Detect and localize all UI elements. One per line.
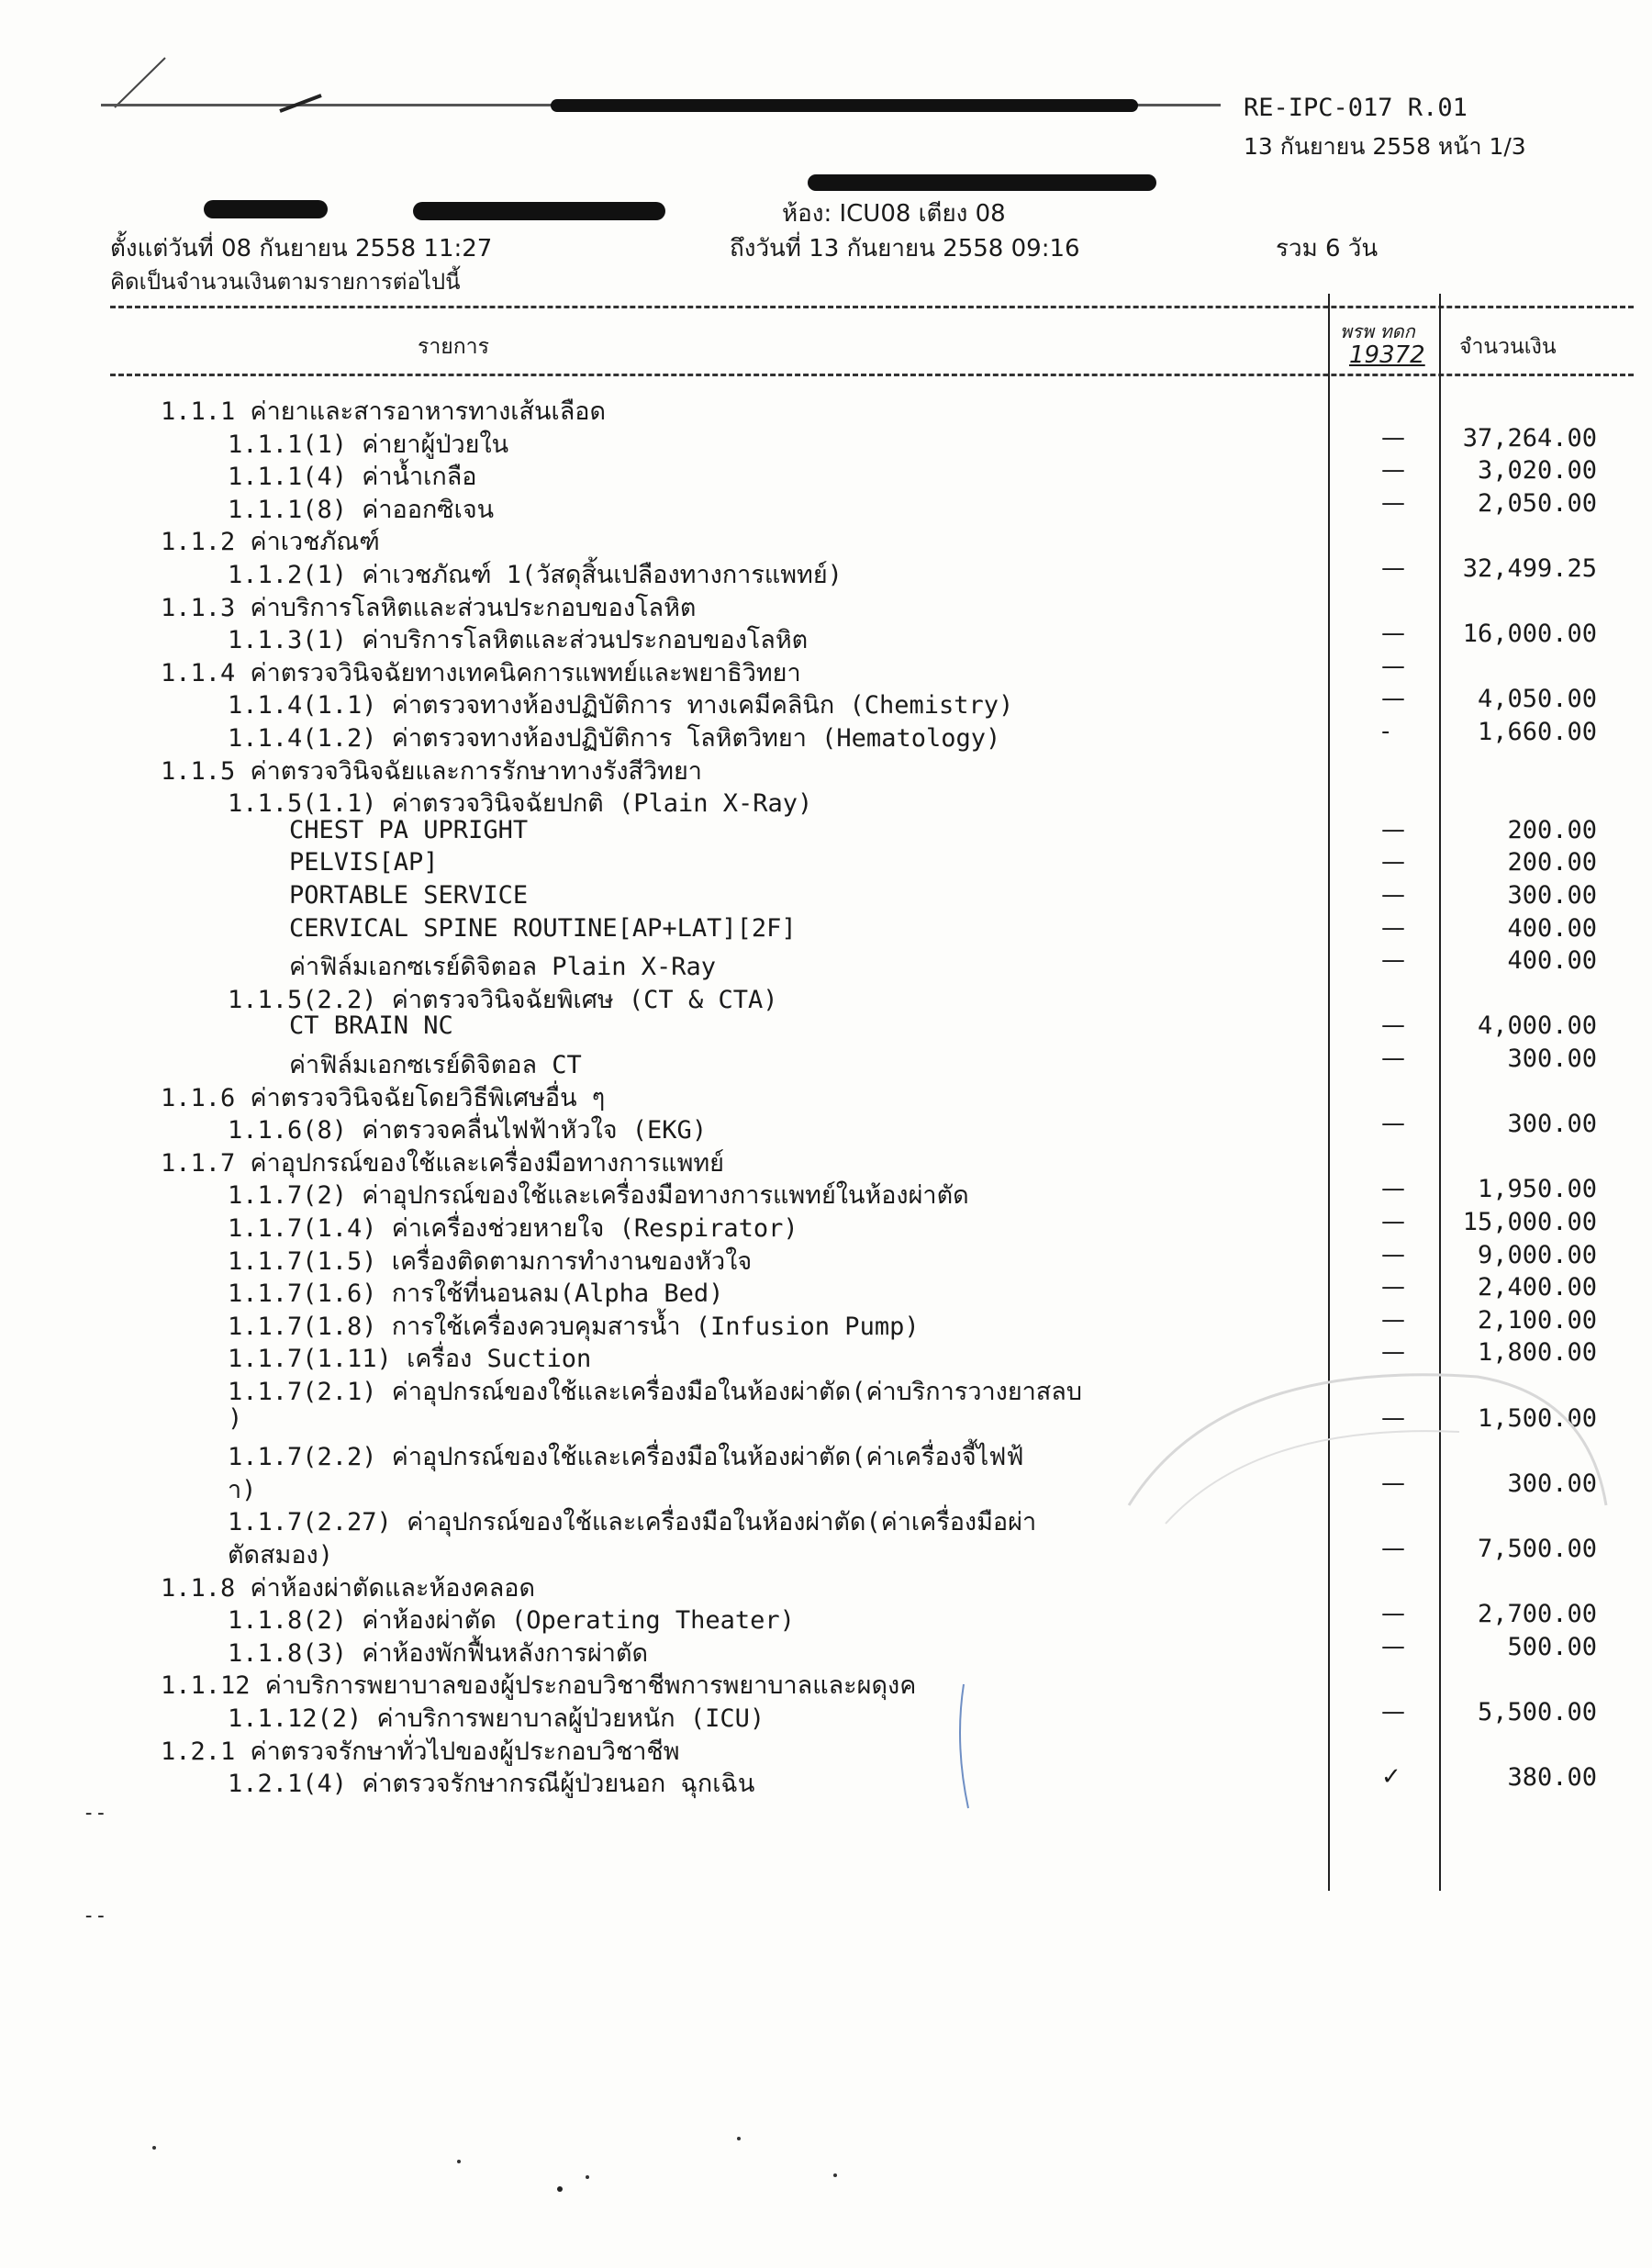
list-item: [0, 1240, 1652, 1276]
list-item: [0, 456, 1652, 492]
item-description: ตัดสมอง): [228, 1541, 334, 1570]
list-item: [0, 1731, 1652, 1766]
check-mark: -: [1381, 718, 1390, 745]
table-header-rule: [110, 374, 1634, 376]
check-mark: —: [1381, 456, 1405, 485]
item-amount: 4,050.00: [1477, 685, 1597, 714]
item-amount: 500.00: [1507, 1632, 1597, 1661]
scan-specks: [0, 2111, 1652, 2221]
item-description: 1.1.5 ค่าตรวจวินิจฉัยและการรักษาทางรังสีวิทยา: [161, 756, 702, 786]
item-amount: 200.00: [1507, 815, 1597, 844]
redacted-hospital-name: [551, 99, 1138, 112]
list-item: [0, 1698, 1652, 1733]
list-item: [0, 620, 1652, 655]
list-item: [0, 587, 1652, 622]
item-description: 1.1.3 ค่าบริการโลหิตและส่วนประกอบของโลหิต: [161, 593, 697, 622]
item-description: 1.1.7(1.11) เครื่อง Suction: [228, 1345, 592, 1374]
check-mark: —: [1381, 1632, 1405, 1660]
check-mark: —: [1381, 913, 1405, 942]
item-description: 1.1.8(2) ค่าห้องผ่าตัด (Operating Theater): [228, 1606, 795, 1636]
check-mark: —: [1381, 685, 1405, 713]
item-description: 1.1.5(2.2) ค่าตรวจวินิจฉัยพิเศษ (CT & CTA): [228, 985, 778, 1014]
date-to: ถึงวันที่ 13 กันยายน 2558 09:16: [730, 235, 1080, 263]
item-description: 1.1.8 ค่าห้องผ่าตัดและห้องคลอด: [161, 1573, 536, 1603]
item-amount: 15,000.00: [1462, 1208, 1597, 1236]
item-amount: 37,264.00: [1462, 423, 1597, 452]
check-mark: —: [1381, 620, 1405, 648]
item-description: 1.1.8(3) ค่าห้องพักฟื้นหลังการผ่าตัด: [228, 1638, 649, 1668]
item-description: 1.1.3(1) ค่าบริการโลหิตและส่วนประกอบของโลหิต: [228, 626, 809, 655]
margin-mark: --: [83, 1905, 107, 1927]
list-item: [0, 816, 1652, 847]
item-description: PORTABLE SERVICE: [289, 881, 529, 910]
list-item: [0, 521, 1652, 557]
date-from: ตั้งแต่วันที่ 08 กันยายน 2558 11:27: [110, 235, 493, 263]
item-amount: 400.00: [1507, 913, 1597, 943]
list-item: [0, 685, 1652, 721]
item-description: 1.1.7 ค่าอุปกรณ์ของใช้และเครื่องมือทางการแพทย์: [161, 1148, 724, 1178]
item-description: 1.1.4(1.2) ค่าตรวจทางห้องปฏิบัติการ โลหิตวิทยา (Hematology): [228, 724, 1001, 753]
item-description: 1.1.1 ค่ายาและสารอาหารทางเส้นเลือด: [161, 397, 606, 426]
list-item: [0, 881, 1652, 912]
list-item: [0, 1110, 1652, 1145]
list-item: [0, 946, 1652, 982]
item-amount: 300.00: [1507, 1110, 1597, 1139]
item-description: PELVIS[AP]: [289, 848, 439, 877]
item-amount: 4,000.00: [1477, 1011, 1597, 1041]
item-description: 1.1.12 ค่าบริการพยาบาลของผู้ประกอบวิชาชีพการพยาบาลและผดุงค: [161, 1671, 917, 1701]
list-item: [0, 751, 1652, 786]
check-mark: —: [1381, 1469, 1405, 1497]
check-mark: —: [1381, 1011, 1405, 1040]
faint-stamp-mark: [1111, 1322, 1624, 1615]
print-date-page: 13 กันยายน 2558 หน้า 1/3: [1244, 133, 1526, 160]
item-description: 1.1.5(1.1) ค่าตรวจวินิจฉัยปกติ (Plain X-Ray): [228, 789, 813, 819]
item-amount: 32,499.25: [1462, 554, 1597, 583]
list-item: [0, 423, 1652, 459]
item-description: 1.1.4(1.1) ค่าตรวจทางห้องปฏิบัติการ ทางเคมีคลินิก (Chemistry): [228, 691, 1014, 721]
list-item: [0, 1078, 1652, 1112]
list-item: [0, 1208, 1652, 1243]
item-amount: 3,020.00: [1477, 456, 1597, 486]
check-mark: —: [1381, 1240, 1405, 1268]
item-amount: 1,800.00: [1477, 1338, 1597, 1368]
item-description: 1.1.2(1) ค่าเวชภัณฑ์ 1(วัสดุสิ้นเปลืองทางการแพทย์): [228, 561, 843, 589]
check-mark: —: [1381, 1338, 1405, 1367]
item-amount: 300.00: [1507, 1045, 1597, 1073]
statement-text: คิดเป็นจำนวนเงินตามรายการต่อไปนี้: [110, 269, 461, 295]
item-description: 1.1.6 ค่าตรวจวินิจฉัยโดยวิธีพิเศษอื่น ๆ: [161, 1083, 606, 1112]
list-item: [0, 1143, 1652, 1178]
item-description: ค่าฟิล์มเอกซเรย์ดิจิตอล CT: [289, 1051, 582, 1079]
item-amount: 2,700.00: [1477, 1600, 1597, 1629]
item-amount: 1,660.00: [1477, 718, 1597, 746]
item-amount: 7,500.00: [1477, 1535, 1597, 1563]
total-days: รวม 6 วัน: [1276, 235, 1379, 263]
item-amount: 9,000.00: [1477, 1240, 1597, 1269]
item-amount: 300.00: [1507, 881, 1597, 910]
item-description: 1.1.7(1.4) ค่าเครื่องช่วยหายใจ (Respirator): [228, 1214, 798, 1243]
header-ink-mark: [275, 88, 330, 116]
item-description: 1.1.7(1.5) เครื่องติดตามการทำงานของหัวใจ: [228, 1246, 753, 1276]
list-item: [0, 1175, 1652, 1211]
item-description: 1.1.1(8) ค่าออกซิเจน: [228, 495, 495, 524]
item-description: ค่าฟิล์มเอกซเรย์ดิจิตอล Plain X-Ray: [289, 953, 717, 982]
check-mark: —: [1381, 815, 1405, 844]
check-mark: —: [1381, 554, 1405, 582]
list-item: [0, 718, 1652, 753]
item-amount: 380.00: [1507, 1763, 1597, 1793]
item-amount: 1,950.00: [1477, 1175, 1597, 1204]
item-amount: 5,500.00: [1477, 1698, 1597, 1726]
redacted-ward: [808, 174, 1156, 191]
item-description: 1.1.7(2.2) ค่าอุปกรณ์ของใช้และเครื่องมือในห้องผ่าตัด(ค่าเครื่องจี้ไฟฟ้: [228, 1443, 1024, 1472]
item-amount: 400.00: [1507, 946, 1597, 976]
item-amount: 300.00: [1507, 1469, 1597, 1498]
check-mark: —: [1381, 1600, 1405, 1628]
check-mark: —: [1381, 1535, 1405, 1562]
list-item: [0, 652, 1652, 687]
item-description: 1.1.1(4) ค่าน้ำเกลือ: [228, 463, 477, 492]
item-description: 1.1.12(2) ค่าบริการพยาบาลผู้ป่วยหนัก (ICU): [228, 1704, 765, 1733]
item-description: ): [228, 1403, 243, 1433]
list-item: [0, 783, 1652, 819]
check-mark: —: [1381, 1045, 1405, 1072]
item-description: 1.1.4 ค่าตรวจวินิจฉัยทางเทคนิคการแพทย์และพยาธิวิทยา: [161, 658, 801, 687]
check-mark: ✓: [1381, 1763, 1401, 1792]
list-item: [0, 1632, 1652, 1668]
item-description: า): [228, 1475, 257, 1504]
check-mark: —: [1381, 1698, 1405, 1726]
doc-code: RE-IPC-017 R.01: [1244, 94, 1468, 122]
check-mark: —: [1381, 1305, 1405, 1334]
list-item: [0, 1045, 1652, 1079]
item-description: 1.2.1 ค่าตรวจรักษาทั่วไปของผู้ประกอบวิชาชีพ: [161, 1737, 680, 1766]
column-header-items: รายการ: [418, 335, 489, 359]
item-description: CERVICAL SPINE ROUTINE[AP+LAT][2F]: [289, 913, 797, 943]
item-description: 1.1.7(2) ค่าอุปกรณ์ของใช้และเครื่องมือทางการแพทย์ในห้องผ่าตัด: [228, 1181, 969, 1211]
item-description: 1.1.6(8) ค่าตรวจคลื่นไฟฟ้าหัวใจ (EKG): [228, 1116, 708, 1145]
list-item: [0, 1763, 1652, 1799]
room-bed: ห้อง: ICU08 เตียง 08: [782, 200, 1006, 228]
item-description: 1.1.7(1.6) การใช้ที่นอนลม(Alpha Bed): [228, 1279, 724, 1309]
list-item: [0, 1011, 1652, 1043]
item-description: CT BRAIN NC: [289, 1011, 453, 1041]
margin-mark: --: [83, 1802, 107, 1825]
check-mark: —: [1381, 1175, 1405, 1203]
redacted-patient-name: [413, 202, 665, 220]
list-item: [0, 488, 1652, 524]
check-mark: —: [1381, 1273, 1405, 1302]
item-description: 1.1.7(2.1) ค่าอุปกรณ์ของใช้และเครื่องมือในห้องผ่าตัด(ค่าบริการวางยาสลบ: [228, 1378, 1082, 1406]
table-top-rule: [110, 306, 1634, 308]
check-mark: —: [1381, 1208, 1405, 1235]
check-mark: —: [1381, 848, 1405, 877]
check-mark: —: [1381, 946, 1405, 975]
redacted-patient-id: [204, 200, 328, 218]
item-description: 1.1.2 ค่าเวชภัณฑ์: [161, 528, 380, 557]
list-item: [0, 1665, 1652, 1701]
list-item: [0, 979, 1652, 1014]
list-item: [0, 1273, 1652, 1309]
item-amount: 2,050.00: [1477, 488, 1597, 518]
list-item: [0, 914, 1652, 945]
column-header-note: พรพ ทดก: [1340, 320, 1415, 342]
check-mark: —: [1381, 423, 1405, 452]
column-header-amount: จำนวนเงิน: [1459, 335, 1557, 359]
item-amount: 2,100.00: [1477, 1305, 1597, 1335]
check-mark: —: [1381, 1110, 1405, 1138]
list-item: [0, 554, 1652, 589]
item-amount: 2,400.00: [1477, 1273, 1597, 1302]
list-item: [0, 848, 1652, 879]
list-item: [0, 391, 1652, 426]
item-amount: 1,500.00: [1477, 1403, 1597, 1433]
check-mark: —: [1381, 881, 1405, 909]
blue-pen-mark: [945, 1680, 982, 1817]
item-description: 1.1.7(1.8) การใช้เครื่องควบคุมสารน้ำ (Infusion Pump): [228, 1312, 920, 1341]
item-description: 1.2.1(4) ค่าตรวจรักษากรณีผู้ป่วยนอก ฉุกเฉิน: [228, 1770, 755, 1799]
column-header-note-number: 19372: [1349, 341, 1425, 369]
item-description: 1.1.7(2.27) ค่าอุปกรณ์ของใช้และเครื่องมือในห้องผ่าตัด(ค่าเครื่องมือผ่า: [228, 1508, 1037, 1537]
check-mark: —: [1381, 1403, 1405, 1432]
item-amount: 16,000.00: [1462, 620, 1597, 649]
item-description: 1.1.1(1) ค่ายาผู้ป่วยใน: [228, 430, 509, 459]
item-description: CHEST PA UPRIGHT: [289, 815, 529, 844]
check-mark: —: [1381, 488, 1405, 517]
check-mark: —: [1381, 652, 1405, 680]
item-amount: 200.00: [1507, 848, 1597, 877]
